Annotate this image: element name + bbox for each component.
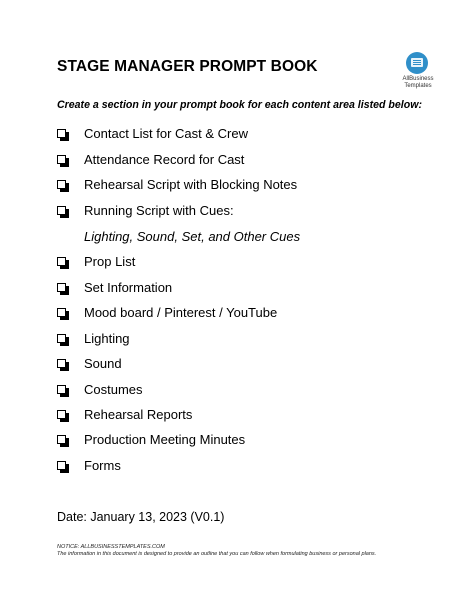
notice-line-1: NOTICE: ALLBUSINESSTEMPLATES.COM xyxy=(57,544,165,550)
list-item-label: Attendance Record for Cast xyxy=(84,152,245,167)
logo-text xyxy=(395,76,441,90)
checkbox-icon xyxy=(57,257,66,266)
list-item-label: Prop List xyxy=(84,254,136,269)
checkbox-icon xyxy=(57,283,66,292)
checkbox-icon xyxy=(57,308,66,317)
logo-icon xyxy=(406,52,428,74)
list-item-label: Sound xyxy=(84,356,122,371)
checkbox-icon xyxy=(57,155,66,164)
checkbox-icon xyxy=(57,206,66,215)
checkbox-icon xyxy=(57,359,66,368)
list-item-label: Forms xyxy=(84,458,121,473)
checkbox-icon xyxy=(57,385,66,394)
document-title: STAGE MANAGER PROMPT BOOK xyxy=(57,58,318,75)
checkbox-icon xyxy=(57,410,66,419)
footer-notice xyxy=(57,544,376,557)
intro-text: Create a section in your prompt book for each content area listed below: xyxy=(57,99,422,111)
checkbox-icon xyxy=(57,435,66,444)
logo-line-1: AllBusiness xyxy=(402,76,434,82)
list-item-label: Costumes xyxy=(84,382,143,397)
list-item-label: Contact List for Cast & Crew xyxy=(84,126,248,141)
checkbox-icon xyxy=(57,129,66,138)
list-item-label: Rehearsal Script with Blocking Notes xyxy=(84,177,298,192)
list-item-label: Production Meeting Minutes xyxy=(84,432,246,447)
notice-line-2: The information in this document is designed to provide an outline that you can follow when formulating business or personal plans. xyxy=(57,550,377,557)
running-script-subtext: Lighting, Sound, Set, and Other Cues xyxy=(84,229,301,244)
list-item-label: Rehearsal Reports xyxy=(84,407,193,422)
document-date: Date: January 13, 2023 (V0.1) xyxy=(57,510,225,524)
list-item-label: Mood board / Pinterest / YouTube xyxy=(84,305,278,320)
checkbox-icon xyxy=(57,461,66,470)
list-item-label: Set Information xyxy=(84,280,173,295)
list-item-label: Lighting xyxy=(84,331,130,346)
checkbox-icon xyxy=(57,180,66,189)
checkbox-icon xyxy=(57,334,66,343)
allbusiness-templates-logo xyxy=(395,52,441,96)
list-item-label: Running Script with Cues: xyxy=(84,203,234,218)
logo-line-2: Templates xyxy=(404,83,432,89)
